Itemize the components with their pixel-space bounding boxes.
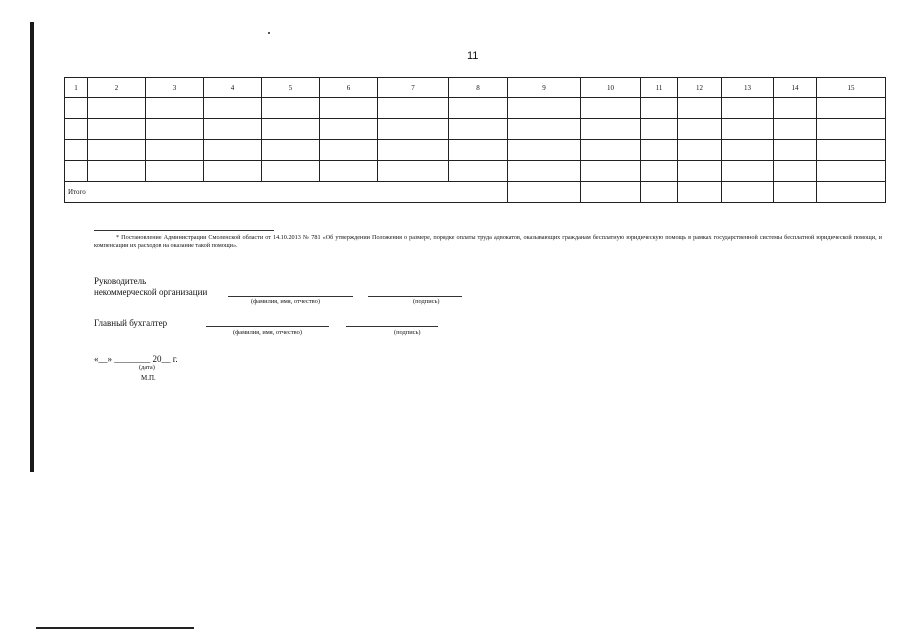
table-cell <box>641 161 678 182</box>
header-cell: 1 <box>65 78 88 98</box>
table-cell <box>146 119 204 140</box>
scan-speck <box>268 32 270 34</box>
table-cell <box>378 161 449 182</box>
header-cell: 13 <box>722 78 774 98</box>
table-cell <box>320 119 378 140</box>
table-row <box>65 161 886 182</box>
header-cell: 10 <box>581 78 641 98</box>
table-cell <box>641 98 678 119</box>
table-cell <box>204 98 262 119</box>
header-cell: 2 <box>88 78 146 98</box>
table-cell <box>774 119 817 140</box>
table-cell <box>449 119 508 140</box>
table-cell <box>262 98 320 119</box>
total-cell <box>678 182 722 203</box>
header-cell: 8 <box>449 78 508 98</box>
header-cell: 5 <box>262 78 320 98</box>
total-row <box>65 182 886 203</box>
table-cell <box>722 98 774 119</box>
total-cell <box>722 182 774 203</box>
table-cell <box>378 119 449 140</box>
footnote: * Постановление Администрации Смоленской области от 14.10.2013 № 781 «Об утверждении Положения о размере, порядке оплаты труда адвокатов, оказывающих гражданам бесплатную юридическую помощь в рамках государственной системы бесплатной юридической помощи, и компенсации их расходов на оказание такой помощи». <box>94 234 882 249</box>
head-signature-caption: (подпись) <box>413 298 440 305</box>
footnote-separator <box>94 230 274 231</box>
table-cell <box>320 140 378 161</box>
table-cell <box>88 161 146 182</box>
table-cell <box>146 161 204 182</box>
accountant-signature-line <box>346 326 438 327</box>
table-cell <box>581 161 641 182</box>
table-cell <box>722 140 774 161</box>
date-line: «__» ________ 20__ г. <box>94 354 178 364</box>
table-body <box>65 78 886 203</box>
header-cell: 14 <box>774 78 817 98</box>
table-cell <box>320 161 378 182</box>
table-cell <box>88 119 146 140</box>
table-cell <box>262 140 320 161</box>
date-caption: (дата) <box>139 364 155 371</box>
table-cell <box>581 98 641 119</box>
accountant-name-line <box>206 326 329 327</box>
header-cell: 9 <box>508 78 581 98</box>
accountant-label: Главный бухгалтер <box>94 318 168 328</box>
data-table <box>64 77 886 203</box>
table-cell <box>817 140 886 161</box>
table-cell <box>508 161 581 182</box>
total-cell <box>508 182 581 203</box>
table-cell <box>581 140 641 161</box>
table-cell <box>508 98 581 119</box>
table-cell <box>581 119 641 140</box>
table-cell <box>817 161 886 182</box>
table-cell <box>65 98 88 119</box>
total-cell <box>817 182 886 203</box>
table-cell <box>678 140 722 161</box>
table-row <box>65 98 886 119</box>
table-cell <box>204 140 262 161</box>
table-cell <box>641 119 678 140</box>
left-margin-bar <box>30 22 34 472</box>
total-label: Итого <box>65 182 508 203</box>
table-cell <box>262 161 320 182</box>
header-cell: 15 <box>817 78 886 98</box>
head-name-caption: (фамилия, имя, отчество) <box>251 298 320 305</box>
head-label-line1: Руководитель <box>94 276 147 286</box>
accountant-name-caption: (фамилия, имя, отчество) <box>233 329 302 336</box>
total-cell <box>641 182 678 203</box>
table-cell <box>449 161 508 182</box>
accountant-signature-caption: (подпись) <box>394 329 421 336</box>
table-cell <box>722 161 774 182</box>
table-cell <box>678 98 722 119</box>
table-cell <box>204 119 262 140</box>
table-cell <box>774 98 817 119</box>
table-cell <box>449 98 508 119</box>
total-cell <box>774 182 817 203</box>
total-cell <box>581 182 641 203</box>
table-cell <box>65 161 88 182</box>
header-cell: 6 <box>320 78 378 98</box>
table-cell <box>774 140 817 161</box>
table-cell <box>508 140 581 161</box>
table-cell <box>774 161 817 182</box>
table-cell <box>320 98 378 119</box>
table-cell <box>262 119 320 140</box>
table-cell <box>378 140 449 161</box>
header-cell: 11 <box>641 78 678 98</box>
table-header-row <box>65 78 886 98</box>
header-cell: 3 <box>146 78 204 98</box>
table-cell <box>204 161 262 182</box>
stamp-label: М.П. <box>141 374 156 382</box>
table-cell <box>88 98 146 119</box>
table-cell <box>678 119 722 140</box>
table-cell <box>678 161 722 182</box>
table-cell <box>817 119 886 140</box>
table-cell <box>641 140 678 161</box>
table-cell <box>508 119 581 140</box>
table-cell <box>449 140 508 161</box>
table-cell <box>817 98 886 119</box>
table-cell <box>722 119 774 140</box>
head-signature-line <box>368 296 462 297</box>
header-cell: 7 <box>378 78 449 98</box>
table-cell <box>146 140 204 161</box>
page-number: 11 <box>467 50 479 62</box>
table-cell <box>146 98 204 119</box>
head-label-line2: некоммерческой организации <box>94 287 208 297</box>
table-cell <box>65 140 88 161</box>
table-row <box>65 140 886 161</box>
bottom-rule <box>36 627 194 629</box>
header-cell: 12 <box>678 78 722 98</box>
table-cell <box>88 140 146 161</box>
table-cell <box>378 98 449 119</box>
table-cell <box>65 119 88 140</box>
header-cell: 4 <box>204 78 262 98</box>
table-row <box>65 119 886 140</box>
head-name-line <box>228 296 353 297</box>
